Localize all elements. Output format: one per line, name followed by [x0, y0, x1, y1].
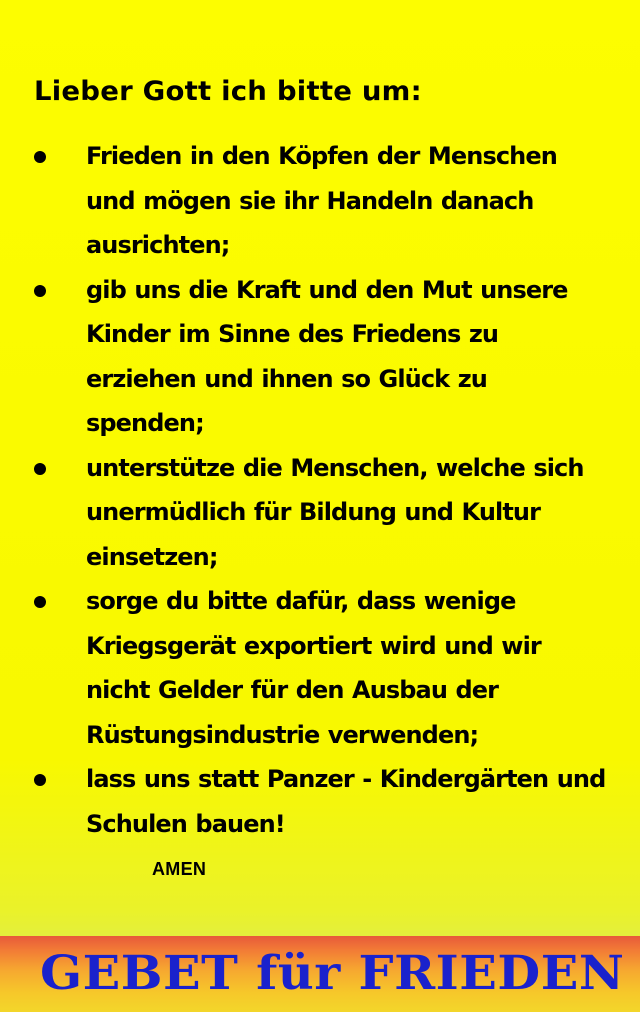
list-item [0, 757, 640, 846]
list-item-line: gib uns die Kraft und den Mut unsere [86, 275, 568, 304]
prayer-list [0, 134, 640, 846]
list-item-line: und mögen sie ihr Handeln danach [86, 186, 534, 215]
list-item-line: spenden; [86, 409, 204, 437]
list-item-line: Kinder im Sinne des Friedens zu [86, 320, 499, 348]
list-item [0, 134, 640, 268]
bullet-icon [34, 774, 46, 786]
banner-title: GEBET für FRIEDEN [40, 946, 625, 1001]
list-item-line: Kriegsgerät exportiert wird und wir [86, 631, 541, 660]
list-item-line: nicht Gelder für den Ausbau der [86, 676, 499, 704]
list-item-line: erziehen und ihnen so Glück zu [86, 364, 487, 393]
list-item-line: unterstütze die Menschen, welche sich [86, 453, 584, 482]
list-item-line: Schulen bauen! [86, 809, 285, 838]
bullet-icon [34, 596, 46, 608]
list-item-line: ausrichten; [86, 231, 230, 259]
list-item-line: lass uns statt Panzer - Kindergärten und [86, 765, 606, 793]
amen-text: AMEN [152, 859, 207, 879]
prayer-heading: Lieber Gott ich bitte um: [34, 76, 422, 107]
bullet-icon [34, 151, 46, 163]
list-item-line: Rüstungsindustrie verwenden; [86, 720, 479, 749]
bullet-icon [34, 463, 46, 475]
list-item [0, 268, 640, 446]
list-item-line: sorge du bitte dafür, dass wenige [86, 587, 516, 615]
list-item [0, 446, 640, 580]
list-item [0, 579, 640, 757]
list-item-line: einsetzen; [86, 542, 218, 571]
bullet-icon [34, 285, 46, 297]
list-item-line: Frieden in den Köpfen der Menschen [86, 142, 557, 170]
list-item-line: unermüdlich für Bildung und Kultur [86, 498, 541, 526]
